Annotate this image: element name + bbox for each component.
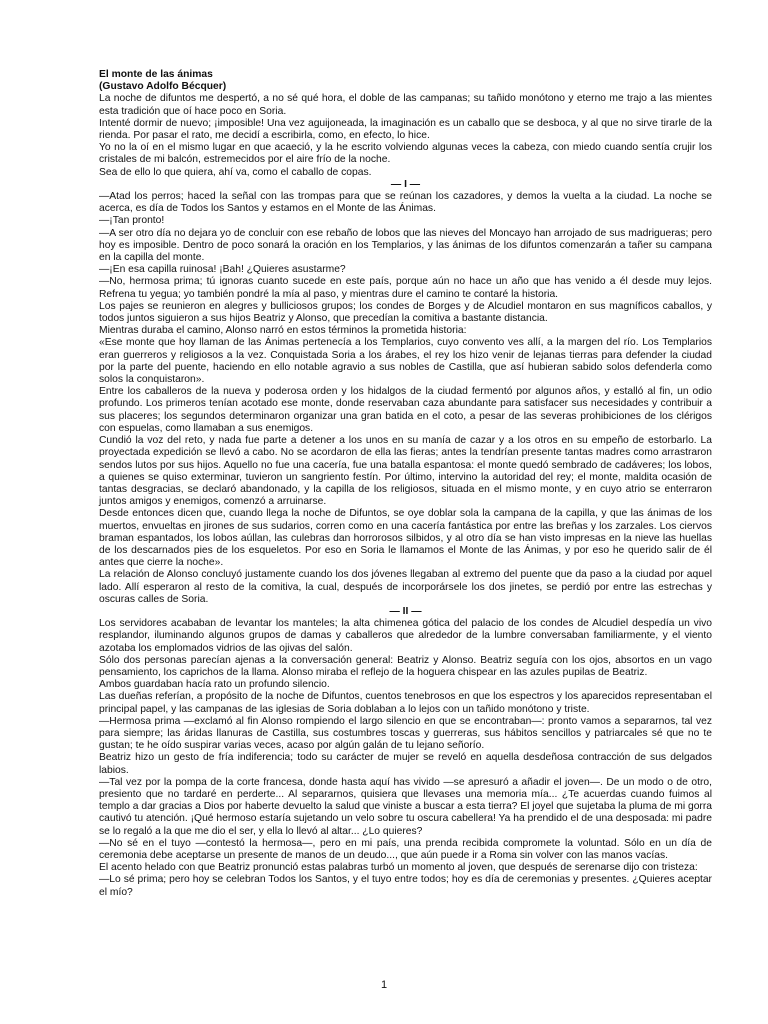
paragraph: Sea de ello lo que quiera, ahí va, como el caballo de copas. xyxy=(99,166,372,178)
paragraph: «Ese monte que hoy llaman de las Ánimas pertenecía a los Templarios, cuyo convento ves allí, a la margen del río. Los Templarios eran guerreros y religiosos a la vez. Conquistada Soria a los árabes, el rey los hizo venir de lejanas tierras para defender la ciudad por la parte del puente, haciendo en ello notable agravio a sus nobles de Castilla, que así hubieran sabido solos defenderla como solos la conquistaron». xyxy=(99,337,712,386)
paragraph: —¡En esa capilla ruinosa! ¡Bah! ¿Quieres asustarme? xyxy=(99,264,346,276)
paragraph: La noche de difuntos me despertó, a no sé qué hora, el doble de las campanas; su tañido monótono y eterno me trajo a las mientes esta tradición que oí hace poco en Soria. xyxy=(99,93,712,117)
document-title: El monte de las ánimas xyxy=(99,69,213,80)
paragraph: Los pajes se reunieron en alegres y bulliciosos grupos; los condes de Borges y de Alcudiel montaron en sus magníficos caballos, y todos juntos siguieron a sus hijos Beatriz y Alonso, que precedían la comitiva a bastante distancia. xyxy=(99,300,712,325)
paragraph: —No sé en el tuyo —contestó la hermosa—, pero en mi país, una prenda recibida compromete la voluntad. Sólo en un día de ceremonia debe aceptarse un presente de manos de un deudo..., que aún puede ir a Roma sin volver con las manos vacías. xyxy=(99,837,712,861)
paragraph: Mientras duraba el camino, Alonso narró en estos términos la prometida historia: xyxy=(99,325,467,337)
paragraph: Desde entonces dicen que, cuando llega la noche de Difuntos, se oye doblar sola la campana de la capilla, y que las ánimas de los muertos, envueltas en jirones de sus sudarios, corren como en una cacería fantástica por entre las breñas y los zarzales. Los ciervos braman espantados, los lobos aúllan, las culebras dan horrorosos silbidos, y al otro día se han visto impresas en la nieve las huellas de los descarnados pies de los esqueletos. Por eso en Soria le llamamos el Monte de las Ánimas, y por eso he querido salir de él antes que cierre la noche». xyxy=(99,508,712,569)
paragraph: —¡Tan pronto! xyxy=(99,215,165,227)
paragraph: Beatriz hizo un gesto de fría indiferencia; todo su carácter de mujer se reveló en aquella desdeñosa contracción de sus delgados labios. xyxy=(99,752,712,776)
paragraph: —No, hermosa prima; tú ignoras cuanto sucede en este país, porque aún no hace un año que has venido a él desde muy lejos. Refrena tu yegua; yo también pondré la mía al paso, y mientras dure el camino te contaré la historia. xyxy=(99,276,712,300)
paragraph: Yo no la oí en el mismo lugar en que acaeció, y la he escrito volviendo algunas veces la cabeza, con miedo cuando sentía crujir los cristales de mi balcón, estremecidos por el aire frío de la noche. xyxy=(99,142,712,166)
paragraph: Sólo dos personas parecían ajenas a la conversación general: Beatriz y Alonso. Beatriz seguía con los ojos, absortos en un vago pensamiento, los caprichos de la llama. Alonso miraba el reflejo de la hoguera chispear en las azules pupilas de Beatriz. xyxy=(99,654,712,678)
paragraph: —A ser otro día no dejara yo de concluir con ese rebaño de lobos que las nieves del Moncayo han arrojado de sus madrigueras; pero hoy es imposible. Dentro de poco sonará la oración en los Templarios, y las ánimas de los difuntos comenzarán a tañer su campana en la capilla del monte. xyxy=(99,227,712,264)
paragraph: Entre los caballeros de la nueva y poderosa orden y los hidalgos de la ciudad fermentó por algunos años, y estalló al fin, un odio profundo. Los primeros tenían acotado ese monte, donde reservaban caza abundante para satisfacer sus necesidades y contribuir a sus placeres; los segundos determinaron organizar una gran batida en el coto, a pesar de las severas prohibiciones de los clérigos con espuelas, como llamaban a sus enemigos. xyxy=(99,386,712,434)
document-body xyxy=(99,69,712,899)
paragraph: —Lo sé prima; pero hoy se celebran Todos los Santos, y el tuyo entre todos; hoy es día de ceremonias y presentes. ¿Quieres aceptar el mío? xyxy=(99,874,712,898)
paragraph: La relación de Alonso concluyó justamente cuando los dos jóvenes llegaban al extremo del puente que da paso a la ciudad por aquel lado. Allí esperaron al resto de la comitiva, la cual, después de incorporársele los dos jinetes, se perdió por entre las estrechas y oscuras calles de Soria. xyxy=(99,569,712,605)
paragraph: Cundió la voz del reto, y nada fue parte a detener a los unos en su manía de cazar y a los otros en su empeño de estorbarlo. La proyectada expedición se llevó a cabo. No se acordaron de ella las fieras; antes la tendrían presente tantas madres como arrastraron sendos lutos por sus hijos. Aquello no fue una cacería, fue una batalla espantosa: el monte quedó sembrado de cadáveres; los lobos, a quienes se quiso exterminar, tuvieron un sangriento festín. Por último, intervino la autoridad del rey; el monte, maldita ocasión de tantas desgracias, se declaró abandonado, y la capilla de los religiosos, situada en el mismo monte, y en cuyo atrio se enterraron juntos amigos y enemigos, comenzó a arruinarse. xyxy=(99,435,712,508)
paragraph: —Tal vez por la pompa de la corte francesa, donde hasta aquí has vivido —se apresuró a añadir el joven—. De un modo o de otro, presiento que no tardaré en perderte... Al separarnos, quisiera que llevases una memoria mía... ¿Te acuerdas cuando fuimos al templo a dar gracias a Dios por haberte devuelto la salud que viniste a buscar a esta tierra? El joyel que sujetaba la pluma de mi gorra cautivó tu atención. ¡Qué hermoso estaría sujetando un velo sobre tu oscura cabellera! Ya ha prendido el de una desposada: mi padre se lo regaló a la que me dio el ser, y ella lo llevó al altar... ¿Lo quieres? xyxy=(99,776,713,837)
paragraph: —Atad los perros; haced la señal con las trompas para que se reúnan los cazadores, y demos la vuelta a la ciudad. La noche se acerca, es día de Todos los Santos y estamos en el Monte de las Ánimas. xyxy=(99,191,712,215)
paragraph: Los servidores acababan de levantar los manteles; la alta chimenea gótica del palacio de los condes de Alcudiel despedía un vivo resplandor, iluminando algunos grupos de damas y caballeros que alrededor de la lumbre conversaban familiarmente, y el viento azotaba los emplomados vidrios de las ojivas del salón. xyxy=(99,618,712,654)
paragraph: Las dueñas referían, a propósito de la noche de Difuntos, cuentos tenebrosos en que los espectros y los aparecidos representaban el principal papel, y las campanas de las iglesias de Soria doblaban a lo lejos con un tañido monótono y triste. xyxy=(99,691,712,715)
paragraph: El acento helado con que Beatriz pronunció estas palabras turbó un momento al joven, que después de serenarse dijo con tristeza: xyxy=(99,862,698,874)
section-heading: — II — xyxy=(389,605,422,617)
paragraph: Intenté dormir de nuevo; ¡imposible! Una vez aguijoneada, la imaginación es un caballo que se desboca, y al que no sirve tirarle de la rienda. Por pasar el rato, me decidí a escribirla, como, en efecto, lo hice. xyxy=(99,117,712,142)
page-number: 1 xyxy=(380,979,388,991)
paragraph: —Hermosa prima —exclamó al fin Alonso rompiendo el largo silencio en que se encontraban—: pronto vamos a separarnos, tal vez para siempre; las áridas llanuras de Castilla, sus costumbres toscas y guerreras, sus hábitos sencillos y patriarcales sé que no te gustan; te he oído suspirar varias veces, acaso por algún galán de tu lejano señorío. xyxy=(99,715,712,752)
document-author: (Gustavo Adolfo Bécquer) xyxy=(99,81,227,93)
section-heading: — I — xyxy=(390,178,421,190)
paragraph: Ambos guardaban hacía rato un profundo silencio. xyxy=(99,679,330,691)
